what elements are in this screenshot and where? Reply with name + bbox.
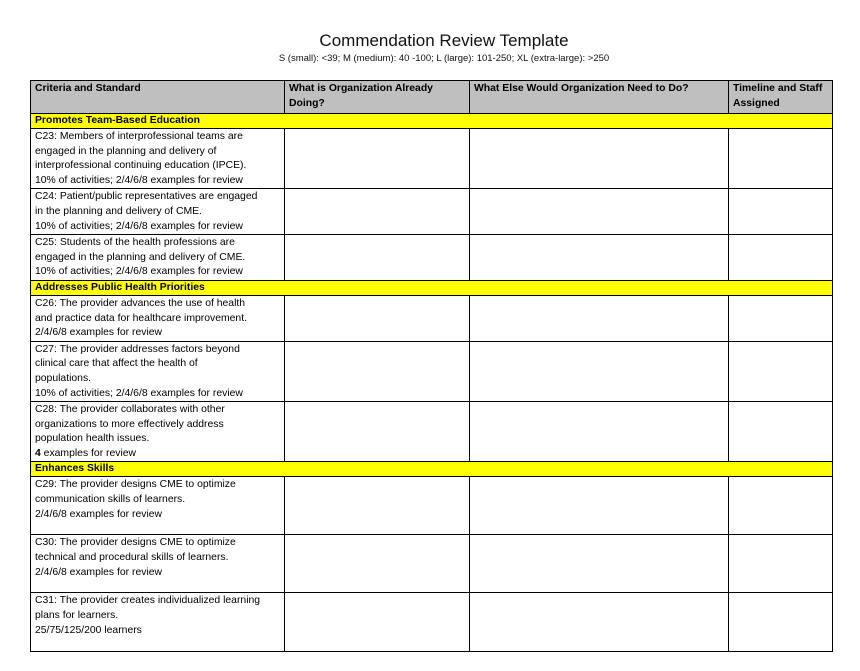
timeline-staff-cell[interactable] [729, 295, 833, 341]
need-to-do-cell[interactable] [470, 295, 729, 341]
criteria-text-line: population health issues. [35, 433, 150, 445]
review-requirement [35, 174, 280, 189]
criteria-row [31, 295, 833, 341]
review-requirement [35, 387, 280, 402]
criteria-row [31, 402, 833, 462]
timeline-staff-cell[interactable] [729, 189, 833, 235]
already-doing-cell[interactable] [285, 129, 470, 189]
timeline-staff-cell[interactable] [729, 129, 833, 189]
need-to-do-cell[interactable] [470, 235, 729, 281]
criteria-text-line: C25: Students of the health professions are [35, 237, 235, 249]
criteria-cell [31, 235, 285, 281]
section-row [31, 280, 833, 295]
timeline-staff-cell[interactable] [729, 477, 833, 535]
review-requirement [35, 265, 280, 280]
requirement-text: 2/4/6/8 examples for review [35, 566, 163, 578]
already-doing-cell[interactable] [285, 341, 470, 401]
criteria-cell [31, 189, 285, 235]
need-to-do-cell[interactable] [470, 593, 729, 652]
timeline-staff-cell[interactable] [729, 593, 833, 652]
size-legend: S (small): <39; M (medium): 40 -100; L (large): 101-250; XL (extra-large): >250 [278, 53, 610, 64]
requirement-text: 25/75/125/200 learners [35, 624, 142, 636]
header-already-doing: What is Organization Already Doing? [285, 81, 470, 114]
criteria-text-line: C28: The provider collaborates with other [35, 404, 225, 416]
already-doing-cell[interactable] [285, 535, 470, 593]
requirement-text: 10% of activities; 2/4/6/8 examples for review [35, 220, 243, 232]
criteria-cell [31, 129, 285, 189]
header-need-to-do: What Else Would Organization Need to Do? [470, 81, 729, 114]
criteria-text-line: and practice data for healthcare improvement. [35, 312, 247, 324]
requirement-text: 2/4/6/8 examples for review [35, 508, 163, 520]
criteria-row [31, 129, 833, 189]
criteria-text-line: C24: Patient/public representatives are engaged [35, 191, 258, 203]
timeline-staff-cell[interactable] [729, 341, 833, 401]
requirement-count: 4 [35, 447, 41, 459]
need-to-do-cell[interactable] [470, 341, 729, 401]
section-row [31, 462, 833, 477]
criteria-text-line: C26: The provider advances the use of health [35, 297, 246, 309]
criteria-row [31, 189, 833, 235]
header-timeline-staff: Timeline and Staff Assigned [729, 81, 833, 114]
criteria-row [31, 477, 833, 535]
criteria-row [31, 341, 833, 401]
section-heading: Promotes Team-Based Education [31, 114, 833, 129]
header-criteria: Criteria and Standard [31, 81, 285, 114]
criteria-text-line: C31: The provider creates individualized learning [35, 595, 261, 607]
already-doing-cell[interactable] [285, 477, 470, 535]
timeline-staff-cell[interactable] [729, 535, 833, 593]
need-to-do-cell[interactable] [470, 189, 729, 235]
already-doing-cell[interactable] [285, 295, 470, 341]
review-requirement [35, 624, 280, 639]
criteria-cell [31, 593, 285, 652]
timeline-staff-cell[interactable] [729, 402, 833, 462]
need-to-do-cell[interactable] [470, 129, 729, 189]
criteria-cell [31, 477, 285, 535]
criteria-row [31, 235, 833, 281]
criteria-row [31, 535, 833, 593]
already-doing-cell[interactable] [285, 189, 470, 235]
criteria-text-line: organizations to more effectively address [35, 418, 224, 430]
already-doing-cell[interactable] [285, 235, 470, 281]
requirement-text: 10% of activities; 2/4/6/8 examples for review [35, 266, 243, 278]
criteria-text-line: technical and procedural skills of learners. [35, 552, 229, 564]
criteria-text-line: populations. [35, 372, 92, 384]
already-doing-cell[interactable] [285, 593, 470, 652]
header-row [31, 81, 833, 114]
table-body [31, 114, 833, 652]
review-requirement [35, 447, 280, 462]
criteria-text-line: plans for learners. [35, 610, 119, 622]
criteria-cell [31, 295, 285, 341]
requirement-text: examples for review [40, 447, 137, 459]
criteria-cell [31, 402, 285, 462]
criteria-cell [31, 535, 285, 593]
criteria-text-line: C29: The provider designs CME to optimize [35, 479, 236, 491]
section-heading: Addresses Public Health Priorities [31, 280, 833, 295]
page-title: Commendation Review Template [319, 31, 569, 50]
section-heading: Enhances Skills [31, 462, 833, 477]
criteria-text-line: engaged in the planning and delivery of CME. [35, 251, 246, 263]
timeline-staff-cell[interactable] [729, 235, 833, 281]
need-to-do-cell[interactable] [470, 535, 729, 593]
criteria-text-line: clinical care that affect the health of [35, 358, 198, 370]
requirement-text: 10% of activities; 2/4/6/8 examples for review [35, 174, 243, 186]
requirement-text: 2/4/6/8 examples for review [35, 327, 163, 339]
need-to-do-cell[interactable] [470, 402, 729, 462]
requirement-text: 10% of activities; 2/4/6/8 examples for review [35, 387, 243, 399]
criteria-text-line: communication skills of learners. [35, 494, 186, 506]
need-to-do-cell[interactable] [470, 477, 729, 535]
criteria-row [31, 593, 833, 652]
criteria-text-line: C30: The provider designs CME to optimize [35, 537, 236, 549]
already-doing-cell[interactable] [285, 402, 470, 462]
criteria-cell [31, 341, 285, 401]
review-requirement [35, 508, 280, 523]
review-requirement [35, 566, 280, 581]
review-requirement [35, 220, 280, 235]
review-requirement [35, 326, 280, 341]
commendation-review-table [30, 80, 833, 652]
criteria-text-line: in the planning and delivery of CME. [35, 205, 202, 217]
section-row [31, 114, 833, 129]
criteria-text-line: C27: The provider addresses factors beyond [35, 343, 240, 355]
criteria-text-line: engaged in the planning and delivery of [35, 145, 217, 157]
criteria-text-line: interprofessional continuing education (IPCE). [35, 160, 247, 172]
criteria-text-line: C23: Members of interprofessional teams are [35, 131, 243, 142]
